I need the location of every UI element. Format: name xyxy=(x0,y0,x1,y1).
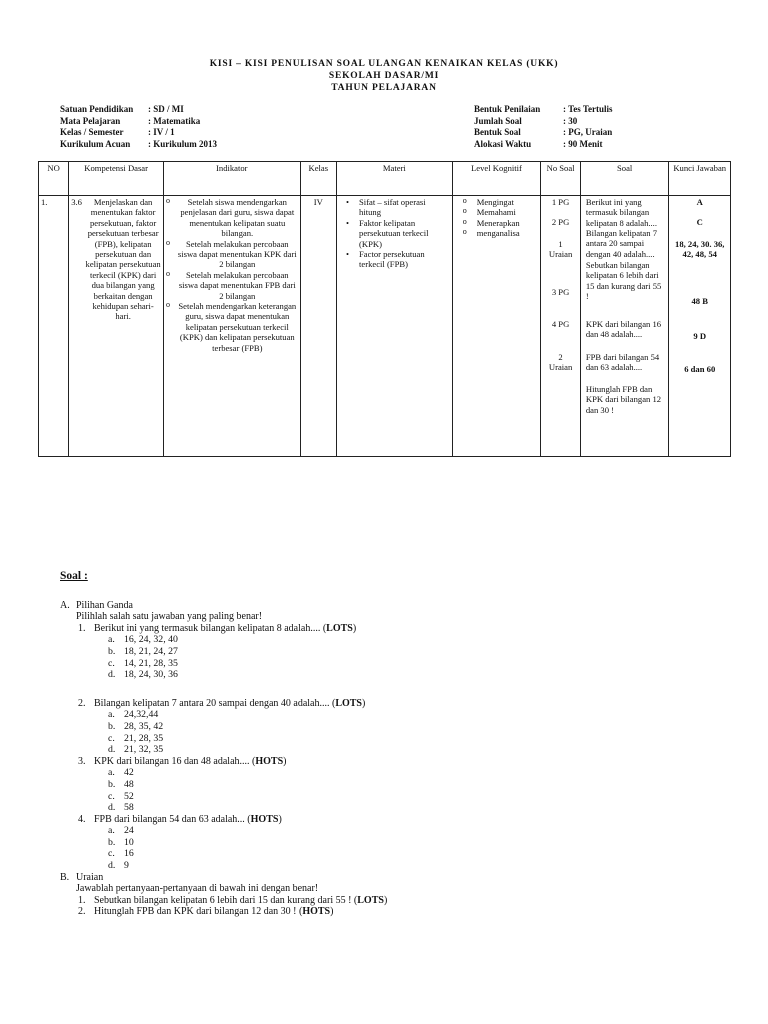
option-letter: c. xyxy=(108,732,115,744)
header-materi: Materi xyxy=(337,162,453,196)
option-letter: b. xyxy=(108,720,116,732)
question-tag: HOTS xyxy=(255,755,284,767)
question-number: 3. xyxy=(78,755,86,767)
option-text: 16, 24, 32, 40 xyxy=(124,634,178,646)
question-end: ) xyxy=(383,894,388,906)
no-soal-item: 1 Uraian xyxy=(548,239,573,260)
option-text: 16 xyxy=(124,848,134,860)
option-letter: a. xyxy=(108,767,115,779)
meta-value: : Kurikulum 2013 xyxy=(148,138,218,149)
title-line-1: KISI – KISI PENULISAN SOAL ULANGAN KENAIKAN KELAS (UKK) xyxy=(209,59,559,69)
cell-soal xyxy=(580,196,669,457)
kunci-item: 6 dan 60 xyxy=(684,364,716,374)
question-text: KPK dari bilangan 16 dan 48 adalah.... ( xyxy=(94,755,256,767)
question-number: 1. xyxy=(78,622,86,634)
question-end: ) xyxy=(283,755,287,767)
option-text: 24 xyxy=(124,825,134,837)
option-text: 18, 21, 24, 27 xyxy=(124,645,178,657)
indikator-item: o Setelah siswa mendengarkan penjelasan dari guru, siswa dapat menentukan kelipatan suatu bilangan. xyxy=(166,197,298,239)
option-text: 14, 21, 28, 35 xyxy=(124,657,178,669)
meta-row xyxy=(474,127,613,139)
meta-right xyxy=(474,104,613,150)
question-number: 2. xyxy=(78,697,86,709)
level-item: o menganalisa xyxy=(455,228,539,238)
option-item xyxy=(60,802,387,814)
question-number: 4. xyxy=(78,813,86,825)
header-no: NO xyxy=(39,162,69,196)
level-item: o Menerapkan xyxy=(455,218,539,228)
table-header-row xyxy=(39,162,731,196)
question-a3 xyxy=(60,756,387,768)
indikator-item: o Setelah mendengarkan keterangan guru, siswa dapat menentukan kelipatan persekutuan terkecil (KPK) dan kelipatan persekutuan terbesar (FPB) xyxy=(166,301,298,353)
meta-key: Mata Pelajaran xyxy=(60,115,121,126)
question-tag: HOTS xyxy=(302,906,331,918)
option-letter: a. xyxy=(108,634,115,646)
question-end: ) xyxy=(362,697,366,709)
option-text: 52 xyxy=(124,790,134,802)
option-item xyxy=(60,767,387,779)
section-title-text: Pilihan Ganda xyxy=(76,599,133,611)
meta-key: Satuan Pendidikan xyxy=(60,104,134,114)
section-label: A. xyxy=(60,599,70,611)
question-text: Berikut ini yang termasuk bilangan kelipatan 8 adalah.... ( xyxy=(94,622,327,634)
materi-item: • Factor persekutuan terkecil (FPB) xyxy=(339,249,450,270)
option-item xyxy=(60,837,387,849)
option-text: 21, 28, 35 xyxy=(124,732,164,744)
option-item xyxy=(60,634,387,646)
option-item xyxy=(60,779,387,791)
meta-value: : 30 xyxy=(563,115,578,126)
title-line-3: TAHUN PELAJARAN xyxy=(331,83,437,93)
kunci-item: 18, 24, 30. 36, 42, 48, 54 xyxy=(675,239,725,260)
question-b2 xyxy=(60,906,387,918)
option-item xyxy=(60,733,387,745)
question-text: Hitunglah FPB dan KPK dari bilangan 12 dan 30 ! ( xyxy=(94,906,303,918)
option-letter: c. xyxy=(108,790,115,802)
kunci-item: C xyxy=(696,217,703,227)
cell-kelas: IV xyxy=(300,196,336,457)
option-text: 10 xyxy=(124,836,134,848)
option-letter: a. xyxy=(108,825,115,837)
cell-kunci-jawaban xyxy=(669,196,731,457)
kunci-item: 48 B xyxy=(691,296,708,306)
option-item xyxy=(60,646,387,658)
section-title-text: Uraian xyxy=(76,871,104,883)
level-item: o Memahami xyxy=(455,207,539,217)
meta-value: : Tes Tertulis xyxy=(563,104,613,114)
meta-row xyxy=(60,104,217,116)
table-row xyxy=(39,196,731,457)
question-end: ) xyxy=(352,622,357,634)
meta-value: : PG, Uraian xyxy=(563,127,613,137)
option-text: 24,32,44 xyxy=(124,709,159,721)
materi-item: • Sifat – sifat operasi hitung xyxy=(339,197,450,218)
option-letter: a. xyxy=(108,709,115,721)
option-text: 18, 24, 30, 36 xyxy=(124,669,178,681)
option-item xyxy=(60,658,387,670)
section-a-title xyxy=(60,600,387,612)
meta-value: : 90 Menit xyxy=(563,138,603,149)
meta-left xyxy=(60,104,217,150)
option-text: 9 xyxy=(124,860,129,872)
question-b1 xyxy=(60,895,387,907)
kunci-item: A xyxy=(696,197,703,207)
header-kelas: Kelas xyxy=(300,162,336,196)
option-letter: b. xyxy=(108,836,116,848)
meta-row xyxy=(474,116,613,128)
materi-item: • Faktor kelipatan persekutuan terkecil (KPK) xyxy=(339,218,450,249)
question-tag: LOTS xyxy=(357,894,384,906)
section-a-instruction: Pilihlah salah satu jawaban yang paling benar! xyxy=(76,611,263,623)
question-text: Bilangan kelipatan 7 antara 20 sampai dengan 40 adalah.... ( xyxy=(94,697,336,709)
option-letter: d. xyxy=(108,860,116,872)
title-line-2: SEKOLAH DASAR/MI xyxy=(328,71,440,81)
meta-value: : Matematika xyxy=(148,115,201,126)
option-item xyxy=(60,669,387,681)
soal-item: Berikut ini yang termasuk bilangan kelipatan 8 adalah.... xyxy=(585,197,657,228)
soal-section xyxy=(60,571,387,918)
indikator-item: o Setelah melakukan percobaan siswa dapat menentukan KPK dari 2 bilangan xyxy=(166,239,298,270)
section-b-title xyxy=(60,872,387,884)
meta-value: : IV / 1 xyxy=(148,127,175,137)
question-number: 2. xyxy=(78,906,86,918)
option-text: 21, 32, 35 xyxy=(124,744,164,756)
soal-item: KPK dari bilangan 16 dan 48 adalah.... xyxy=(585,319,662,340)
option-letter: b. xyxy=(108,645,116,657)
question-number: 1. xyxy=(78,894,86,906)
question-text: FPB dari bilangan 54 dan 63 adalah... ( xyxy=(94,813,251,825)
kd-number: 3.6 xyxy=(71,197,82,207)
question-a1 xyxy=(60,623,387,635)
option-letter: d. xyxy=(108,669,116,681)
no-soal-item: 2 PG xyxy=(551,217,570,227)
question-a4 xyxy=(60,814,387,826)
option-item xyxy=(60,825,387,837)
header-kunci-jawaban: Kunci Jawaban xyxy=(669,162,731,196)
option-letter: c. xyxy=(108,657,115,669)
option-text: 28, 35, 42 xyxy=(124,720,164,732)
option-letter: d. xyxy=(108,802,116,814)
question-text: Sebutkan bilangan kelipatan 6 lebih dari 15 dan kurang dari 55 ! ( xyxy=(94,894,358,906)
meta-value: : SD / MI xyxy=(148,104,184,114)
option-item xyxy=(60,709,387,721)
meta-row xyxy=(474,104,613,116)
no-soal-item: 2 Uraian xyxy=(548,352,573,373)
option-item xyxy=(60,848,387,860)
header-indikator: Indikator xyxy=(164,162,301,196)
cell-kompetensi-dasar xyxy=(69,196,164,457)
meta-key: Kelas / Semester xyxy=(60,127,124,137)
option-letter: c. xyxy=(108,848,115,860)
header-no-soal: No Soal xyxy=(541,162,581,196)
soal-item: Hitunglah FPB dan KPK dari bilangan 12 dan 30 ! xyxy=(585,384,662,415)
option-text: 58 xyxy=(124,802,134,814)
meta-row xyxy=(60,116,217,128)
question-tag: HOTS xyxy=(250,813,279,825)
question-tag: LOTS xyxy=(326,622,353,634)
soal-item: Sebutkan bilangan kelipatan 6 lebih dari 15 dan kurang dari 55 ! xyxy=(585,260,662,302)
question-end: ) xyxy=(330,906,334,918)
no-soal-item: 3 PG xyxy=(551,287,570,297)
option-item xyxy=(60,744,387,756)
question-a2 xyxy=(60,698,387,710)
cell-level-kognitif xyxy=(452,196,541,457)
option-item xyxy=(60,721,387,733)
kunci-item: 9 D xyxy=(693,331,707,341)
soal-item: Bilangan kelipatan 7 antara 20 sampai dengan 40 adalah.... xyxy=(585,228,657,259)
option-text: 48 xyxy=(124,778,134,790)
question-end: ) xyxy=(278,813,282,825)
kisi-table xyxy=(38,161,731,457)
meta-key: Bentuk Soal xyxy=(474,127,521,137)
cell-no: 1. xyxy=(39,196,69,457)
section-b-instruction: Jawablah pertanyaan-pertanyaan di bawah ini dengan benar! xyxy=(76,883,319,895)
cell-materi xyxy=(337,196,453,457)
meta-key: Jumlah Soal xyxy=(474,115,522,126)
kd-text: Menjelaskan dan menentukan faktor persekutuan, faktor persekutuan terbesar (FPB), kelipatan persekutuan dan kelipatan persekutuan terkecil (KPK) dari dua bilangan yang berkaitan dengan kehidupan sehari-hari. xyxy=(85,197,161,322)
meta-key: Bentuk Penilaian xyxy=(474,104,541,114)
meta-row xyxy=(60,139,217,151)
meta-key: Alokasi Waktu xyxy=(474,138,532,149)
document-title xyxy=(0,58,768,94)
option-item xyxy=(60,860,387,872)
option-text: 42 xyxy=(124,767,134,779)
meta-key: Kurikulum Acuan xyxy=(60,138,131,149)
question-tag: LOTS xyxy=(335,697,362,709)
option-item xyxy=(60,791,387,803)
soal-heading: Soal : xyxy=(60,570,88,582)
cell-indikator xyxy=(164,196,301,457)
meta-row xyxy=(60,127,217,139)
soal-item: FPB dari bilangan 54 dan 63 adalah.... xyxy=(585,352,660,373)
header-level-kognitif: Level Kognitif xyxy=(452,162,541,196)
no-soal-item: 4 PG xyxy=(551,319,570,329)
meta-row xyxy=(474,139,613,151)
section-label: B. xyxy=(60,871,70,883)
indikator-item: o Setelah melakukan percobaan siswa dapat menentukan FPB dari 2 bilangan xyxy=(166,270,298,301)
no-soal-item: 1 PG xyxy=(551,197,570,207)
option-letter: b. xyxy=(108,778,116,790)
cell-no-soal xyxy=(541,196,581,457)
level-item: o Mengingat xyxy=(455,197,539,207)
header-soal: Soal xyxy=(580,162,669,196)
option-letter: d. xyxy=(108,744,116,756)
header-kompetensi-dasar: Kompetensi Dasar xyxy=(69,162,164,196)
